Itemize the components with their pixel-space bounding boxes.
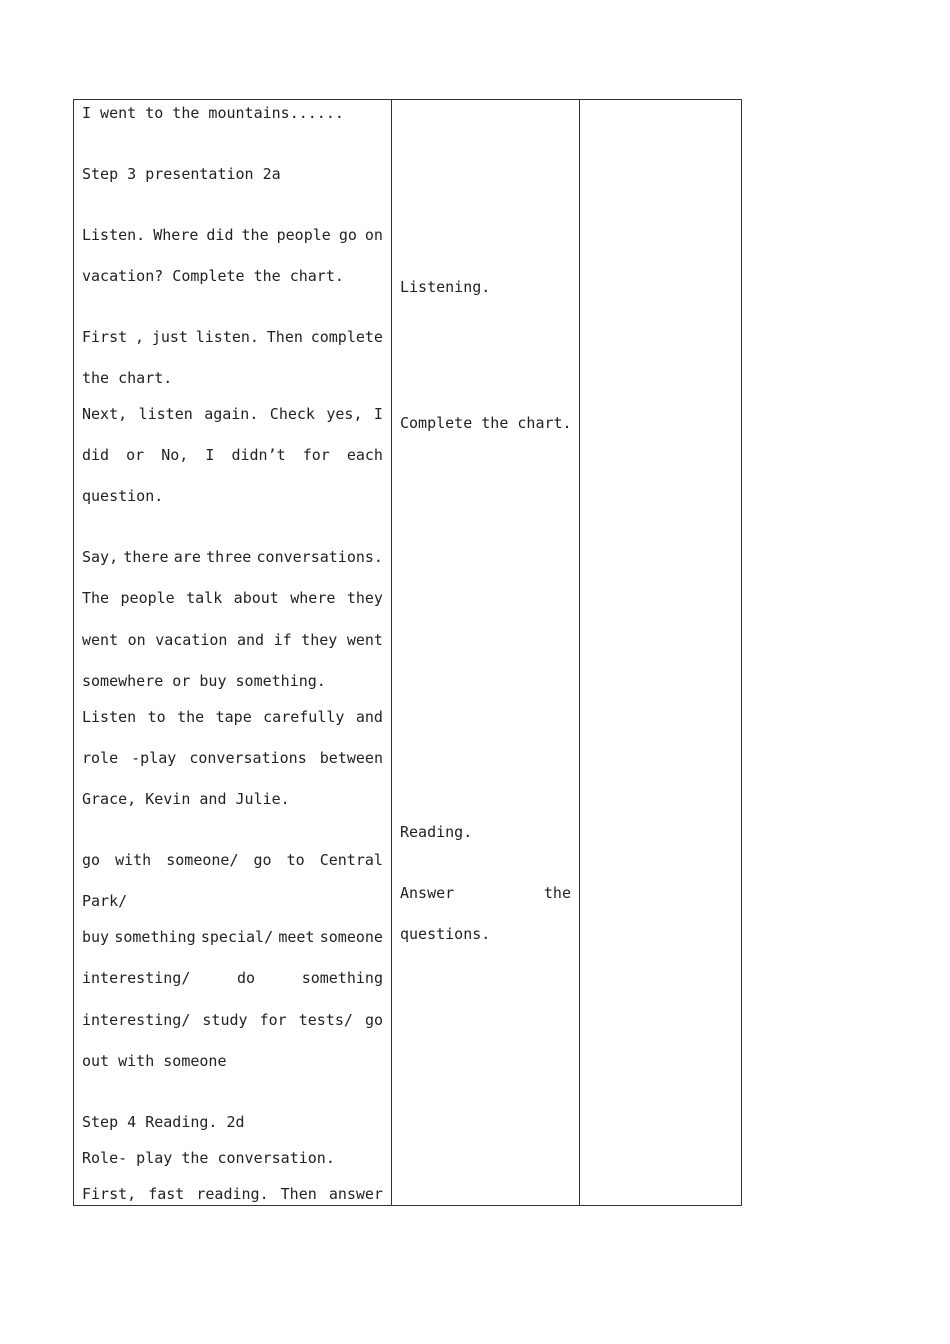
text-line: vacation? Complete the chart. — [82, 267, 344, 285]
word: carefully — [263, 708, 345, 726]
word: Next, — [82, 405, 128, 423]
word: complete — [310, 328, 383, 346]
word: meet — [278, 928, 315, 946]
word: talk — [186, 589, 223, 607]
word: where — [290, 589, 336, 607]
word: between — [319, 749, 383, 767]
word: someone/ — [166, 851, 239, 869]
word: Check — [269, 405, 315, 423]
text-line — [82, 969, 383, 987]
word: didn’t — [231, 446, 286, 464]
step-heading: Step 3 presentation 2a — [82, 165, 281, 183]
word: did — [82, 446, 110, 464]
word: go — [364, 1011, 383, 1029]
word: vacation — [155, 631, 228, 649]
text-line: the chart. — [82, 369, 173, 387]
text-line — [82, 1011, 383, 1029]
word: again. — [204, 405, 259, 423]
word: The — [82, 589, 110, 607]
word: yes, — [326, 405, 363, 423]
text-line — [82, 749, 383, 767]
word: role — [82, 749, 119, 767]
word: to — [147, 708, 166, 726]
word: Then — [266, 328, 303, 346]
word: people — [276, 226, 331, 244]
word: on — [364, 226, 383, 244]
text-line: I went to the mountains...... — [82, 104, 344, 122]
word: went — [82, 631, 119, 649]
text-line: Role- play the conversation. — [82, 1149, 335, 1167]
text-line: out with someone — [82, 1052, 227, 1070]
column-divider-2 — [579, 100, 580, 1205]
text-line: Park/ — [82, 892, 128, 910]
word: , — [134, 328, 144, 346]
word: interesting/ — [82, 969, 191, 987]
student-activity: Reading. — [400, 823, 473, 841]
text-line — [82, 328, 383, 346]
word: on — [127, 631, 146, 649]
text-line — [82, 1185, 383, 1203]
word: listen — [138, 405, 193, 423]
word: study — [202, 1011, 248, 1029]
word: about — [233, 589, 279, 607]
word: they — [346, 589, 383, 607]
word: conversations. — [256, 548, 383, 566]
word: with — [115, 851, 152, 869]
text-line: question. — [82, 487, 164, 505]
word: I — [373, 405, 383, 423]
word: Say, — [82, 548, 119, 566]
word: tape — [215, 708, 252, 726]
word: buy — [82, 928, 110, 946]
word: the — [241, 226, 269, 244]
word: tests/ — [298, 1011, 353, 1029]
student-activity — [400, 884, 571, 902]
student-activity: Complete the chart. — [400, 414, 572, 432]
step-heading: Step 4 Reading. 2d — [82, 1113, 245, 1131]
word: someone — [319, 928, 383, 946]
word: the — [543, 884, 571, 902]
student-activity: questions. — [400, 925, 491, 943]
word: Listen. — [82, 226, 146, 244]
word: and — [236, 631, 265, 649]
word: something — [114, 928, 196, 946]
word: they — [301, 631, 338, 649]
word: go — [253, 851, 272, 869]
text-line — [82, 446, 383, 464]
word: -play — [131, 749, 177, 767]
word: did — [206, 226, 234, 244]
word: for — [259, 1011, 287, 1029]
word: do — [237, 969, 256, 987]
word: go — [338, 226, 357, 244]
word: First — [82, 328, 128, 346]
word: reading. — [196, 1185, 269, 1203]
word: special/ — [200, 928, 274, 946]
word: three — [206, 548, 252, 566]
word: No, — [161, 446, 189, 464]
word: First, — [82, 1185, 137, 1203]
word: I — [205, 446, 215, 464]
word: went — [346, 631, 383, 649]
word: people — [120, 589, 175, 607]
word: to — [286, 851, 305, 869]
word: interesting/ — [82, 1011, 191, 1029]
text-line: somewhere or buy something. — [82, 672, 326, 690]
text-line — [82, 708, 383, 726]
word: Answer — [400, 884, 455, 902]
word: there — [123, 548, 169, 566]
word: answer — [328, 1185, 383, 1203]
word: are — [173, 548, 201, 566]
text-line — [82, 631, 383, 649]
word: listen. — [195, 328, 259, 346]
word: each — [346, 446, 383, 464]
word: just — [151, 328, 188, 346]
word: go — [82, 851, 101, 869]
student-activity: Listening. — [400, 278, 491, 296]
text-line — [82, 589, 383, 607]
word: for — [302, 446, 330, 464]
text-line — [82, 548, 383, 566]
word: Listen — [82, 708, 137, 726]
word: Where — [153, 226, 199, 244]
lesson-plan-table — [73, 99, 742, 1206]
word: something — [301, 969, 383, 987]
word: Then — [280, 1185, 317, 1203]
text-line — [82, 405, 383, 423]
column-divider-1 — [391, 100, 392, 1205]
word: fast — [148, 1185, 185, 1203]
word: if — [273, 631, 292, 649]
text-line — [82, 928, 383, 946]
text-line — [82, 851, 383, 869]
word: and — [355, 708, 383, 726]
text-line — [82, 226, 383, 244]
word: Central — [319, 851, 383, 869]
word: the — [177, 708, 205, 726]
word: conversations — [189, 749, 307, 767]
word: or — [126, 446, 145, 464]
text-line: Grace, Kevin and Julie. — [82, 790, 290, 808]
